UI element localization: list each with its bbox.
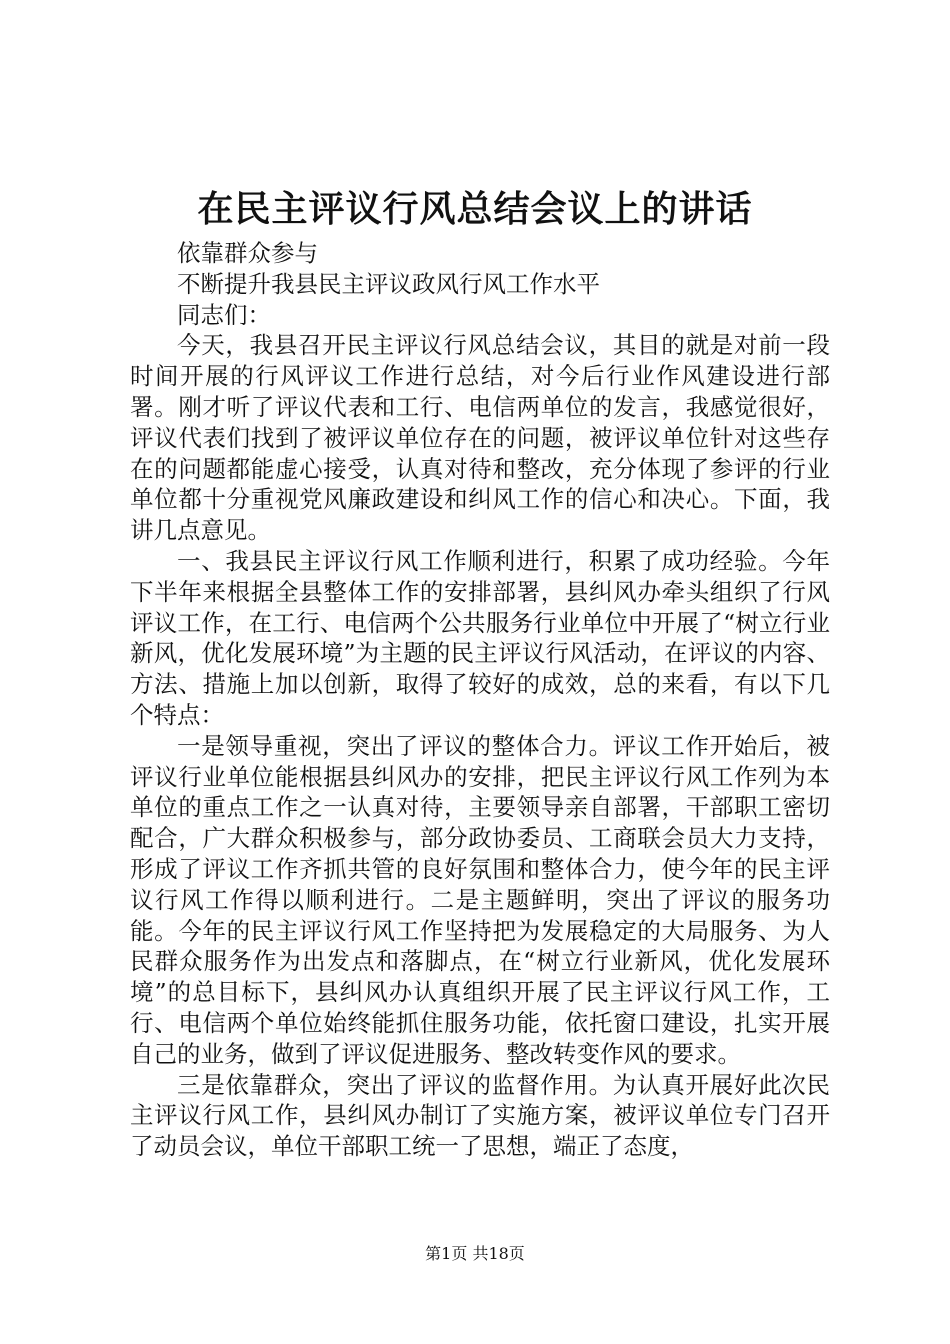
page-footer: 第1页 共18页 (425, 1244, 525, 1263)
subtitle-line-2: 不断提升我县民主评议政风行风工作水平 (177, 269, 600, 298)
paragraph-section-1: 一、我县民主评议行风工作顺利进行，积累了成功经验。今年下半年来根据全县整体工作的安排部署，县纠风办牵头组织了行风评议工作，在工行、电信两个公共服务行业单位中开展了“树立行业新风，优化发展环境”为主题的民主评议行风活动，在评议的内容、方法、措施上加以创新，取得了较好的成效，总的来看，有以下几个特点： (130, 546, 830, 729)
document-body (130, 238, 830, 1162)
paragraph-point-3: 三是依靠群众，突出了评议的监督作用。为认真开展好此次民主评议行风工作，县纠风办制订了实施方案，被评议单位专门召开了动员会议，单位干部职工统一了思想，端正了态度， (130, 1070, 830, 1161)
paragraph-intro: 今天，我县召开民主评议行风总结会议，其目的就是对前一段时间开展的行风评议工作进行总结，对今后行业作风建设进行部署。刚才听了评议代表和工行、电信两单位的发言，我感觉很好，评议代表们找到了被评议单位存在的问题，被评议单位针对这些存在的问题都能虚心接受，认真对待和整改，充分体现了参评的行业单位都十分重视党风廉政建设和纠风工作的信心和决心。下面，我讲几点意见。 (130, 331, 830, 545)
document-title: 在民主评议行风总结会议上的讲话 (197, 189, 753, 230)
subtitle-line-1: 依靠群众参与 (177, 239, 318, 267)
salutation: 同志们： (177, 300, 271, 329)
paragraph-points-1-2: 一是领导重视，突出了评议的整体合力。评议工作开始后，被评议行业单位能根据县纠风办的安排，把民主评议行风工作列为本单位的重点工作之一认真对待，主要领导亲自部署，干部职工密切配合，广大群众积极参与，部分政协委员、工商联会员大力支持，形成了评议工作齐抓共管的良好氛围和整体合力，使今年的民主评议行风工作得以顺利进行。二是主题鲜明，突出了评议的服务功能。今年的民主评议行风工作坚持把为发展稳定的大局服务、为人民群众服务作为出发点和落脚点，在“树立行业新风，优化发展环境”的总目标下，县纠风办认真组织开展了民主评议行风工作，工行、电信两个单位始终能抓住服务功能，依托窗口建设，扎实开展自己的业务，做到了评议促进服务、整改转变作风的要求。 (130, 731, 830, 1068)
